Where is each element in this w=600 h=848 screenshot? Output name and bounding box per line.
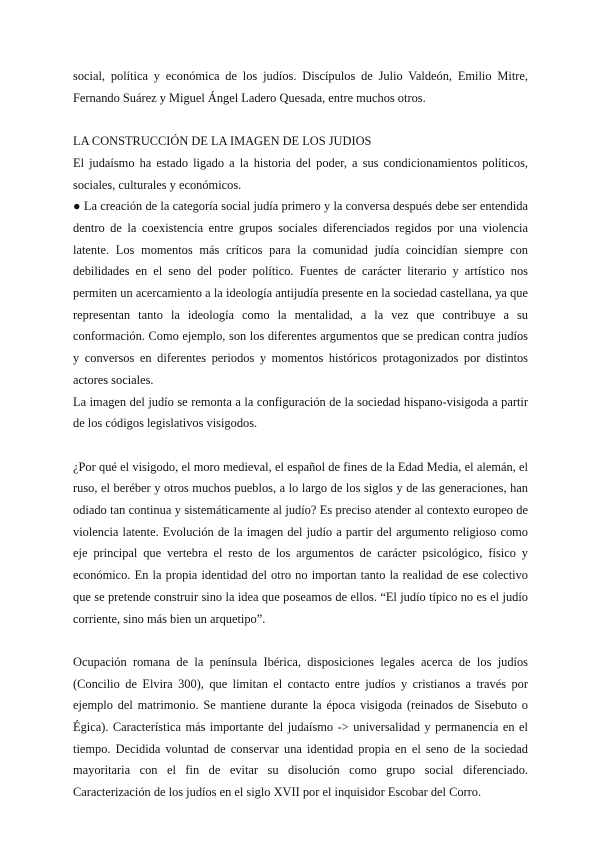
document-page (73, 66, 528, 804)
paragraph-visigothic-codes: La imagen del judío se remonta a la configuración de la sociedad hispano-visigoda a partir de los códigos legislativos visigodos. (73, 394, 528, 431)
section-heading: LA CONSTRUCCIÓN DE LA IMAGEN DE LOS JUDIOS (73, 134, 372, 149)
paragraph-gap (73, 435, 528, 457)
intro-paragraph: social, política y económica de los judíos. Discípulos de Julio Valdeón, Emilio Mitre, Fernando Suárez y Miguel Ángel Ladero Quesada, entre muchos otros. (73, 69, 528, 105)
paragraph-gap (73, 630, 528, 652)
paragraph-why-hatred: ¿Por qué el visigodo, el moro medieval, el español de fines de la Edad Media, el alemán, el ruso, el beréber y otros muchos pueblos, a lo largo de los siglos y de las generaciones, han odiado tan continua y sistemáticamente al judío? Es preciso atender al contexto europeo de violencia latente. Evolución de la imagen del judío a partir del argumento religioso como eje principal que vertebra el resto de los argumentos de carácter psicológico, físico y económico. En la propia identidad del otro no importan tanto la realidad de ese colectivo que se pretende construir sino la idea que poseamos de ellos. “El judío típico no es el judío corriente, sino más bien un arquetipo”. (73, 459, 528, 626)
paragraph-roman-occupation: Ocupación romana de la península Ibérica, disposiciones legales acerca de los judíos (Concilio de Elvira 300), que limitan el contacto entre judíos y cristianos a través por ejemplo del matrimonio. Se mantiene durante la época visigoda (reinados de Sisebuto o Égica). Característica más importante del judaísmo -> universalidad y permanencia en el tiempo. Decidida voluntad de conservar una identidad propia en el seno de la sociedad mayoritaria con el fin de evitar su disolución como grupo social diferenciado. Caracterización de los judíos en el siglo XVII por el inquisidor Escobar del Corro. (73, 654, 528, 800)
paragraph-social-category: ● La creación de la categoría social judía primero y la conversa después debe ser entendida dentro de la coexistencia entre grupos sociales diferenciados regidos por una violencia latente. Los momentos más críticos para la comunidad judía coincidían siempre con debilidades en el seno del poder político. Fuentes de carácter literario y artístico nos permiten un acercamiento a la ideología antijudía presente en la sociedad castellana, ya que representan tanto la ideología como la mentalidad, a la vez que contribuye a su conformación. Como ejemplo, son los diferentes argumentos que se predican contra judíos y conversos en diferentes periodos y momentos históricos protagonizados por distintos actores sociales. (73, 199, 528, 387)
paragraph-gap (73, 109, 528, 131)
paragraph-judaism-power: El judaísmo ha estado ligado a la historia del poder, a sus condicionamientos políticos, sociales, culturales y económicos. (73, 155, 528, 192)
